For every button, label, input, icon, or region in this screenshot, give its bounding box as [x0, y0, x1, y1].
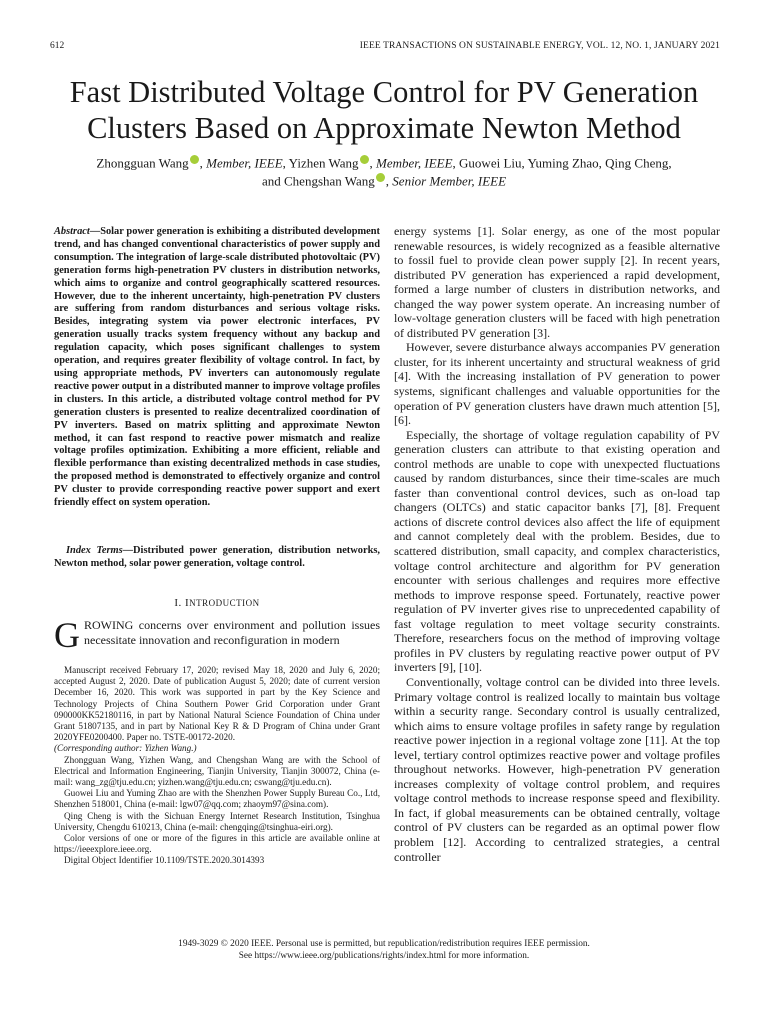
- footnote-affiliation: Qing Cheng is with the Sichuan Energy Internet Research Institution, Tsinghua University, Chengdu 610213, China (e-mail: chengqing@tsinghua-eiri.org).: [54, 810, 380, 832]
- orcid-icon[interactable]: [190, 155, 199, 164]
- footnote-affiliation: Zhongguan Wang, Yizhen Wang, and Chengshan Wang are with the School of Electrical and Information Engineering, Tianjin University, Tianjin 300072, China (e-mail: wang_zg@tju.edu.cn; yizhen.wang@tju.edu.cn; cswang@tju.edu.cn).: [54, 754, 380, 788]
- author-list: Zhongguan Wang , Member, IEEE, Yizhen Wang , Member, IEEE, Guowei Liu, Yuming Zhao, Qing Cheng, and Chengshan Wang , Senior Member, IEEE: [96, 155, 672, 189]
- copyright-notice: [40, 939, 728, 962]
- abstract: [54, 226, 380, 510]
- right-column-body: [394, 224, 720, 864]
- paper-title: [30, 74, 738, 146]
- author-role: Member, IEEE: [206, 155, 283, 171]
- abstract-label: Abstract: [54, 226, 90, 237]
- body-paragraph: However, severe disturbance always accompanies PV generation cluster, for its inherent uncertainty and structural weakness of grid [4]. With the increasing installation of PV generation to power systems, significant challenges and valuable opportunities for the operation of PV generation clusters have drawn much attention [5], [6].: [394, 340, 720, 428]
- page-number: 612: [50, 41, 65, 51]
- abstract-text: —Solar power generation is exhibiting a distributed development trend, and has changed conventional characteristics of power supply and consumption. The integration of large-scale distributed photovoltaic (PV) generation forms high-penetration PV clusters in distribution networks, which aims to organize and control geographically scattered resources. However, due to the inherent uncertainty, high-penetration PV clusters are suffering from random disturbances and serious voltage risks. Besides, integrating system via power electronic interfaces, PV generation usually tracks system frequency without any backup and regulation capacity, which poses significant challenges to system operation, and requires greater flexibility of voltage control. In fact, by using appropriate methods, PV inverters can autonomously regulate reactive power output in a distributed manner to improve voltage profiles in clusters. In this article, a distributed voltage control method for PV generation clusters is presented to realize decentralized coordination of PV inverters. Based on matrix splitting and approximate Newton method, it can fast respond to reactive power mismatch and realize voltage profiles optimization. Exhibiting a more efficient, reliable and flexible performance than existing decentralized methods in case studies, the proposed method is demonstrated to effectively organize and control PV cluster to provide corresponding reactive power support and exert friendly effect on system operation.: [54, 226, 380, 509]
- intro-text: concerns over environment and pollution issues necessitate innovation and reconfiguration in modern: [84, 618, 380, 647]
- footnote-color: Color versions of one or more of the figures in this article are available online at https://ieeexplore.ieee.org.: [54, 833, 380, 855]
- index-terms: [54, 545, 380, 571]
- section-title-cap: I: [185, 597, 190, 609]
- title-line-1: Fast Distributed Voltage Control for PV Generation: [69, 75, 699, 109]
- section-heading: [54, 597, 380, 609]
- author-role: Member, IEEE: [376, 155, 453, 171]
- orcid-icon[interactable]: [376, 173, 385, 182]
- copyright-line-2: See https://www.ieee.org/publications/rights/index.html for more information.: [238, 950, 530, 961]
- footnote-corresponding: (Corresponding author: Yizhen Wang.): [54, 743, 197, 754]
- footnote-affiliation: Guowei Liu and Yuming Zhao are with the Shenzhen Power Supply Bureau Co., Ltd, Shenzhen 518001, China (e-mail: lgw07@qq.com; zhaoym97@sina.com).: [54, 788, 380, 810]
- drop-cap: G: [54, 615, 80, 655]
- index-terms-text: —Distributed power generation, distribution networks, Newton method, solar power generation, voltage control.: [54, 545, 380, 569]
- body-paragraph: energy systems [1]. Solar energy, as one of the most popular renewable resources, is widely recognized as a feasible alternative to fossil fuel to provide clean power supply [2]. In recent years, distributed PV generation has experienced a rapid development, formed a large number of clusters in distribution networks, and changed the way power system operate. An increasing number of low-voltage generation clusters will be faced with high penetration of distributed PV generation [3].: [394, 224, 720, 340]
- author-name: Yizhen Wang: [288, 155, 359, 171]
- author-role: Senior Member, IEEE: [392, 173, 507, 189]
- section-number: I.: [174, 597, 182, 609]
- index-terms-label: Index Terms: [66, 545, 123, 556]
- title-line-2: Clusters Based on Approximate Newton Method: [87, 111, 681, 145]
- journal-header: IEEE TRANSACTIONS ON SUSTAINABLE ENERGY, VOL. 12, NO. 1, JANUARY 2021: [359, 41, 720, 51]
- footnotes: [54, 665, 380, 867]
- footnote-doi: Digital Object Identifier 10.1109/TSTE.2020.3014393: [64, 855, 265, 866]
- copyright-line-1: 1949-3029 © 2020 IEEE. Personal use is permitted, but republication/redistribution requires IEEE permission.: [178, 939, 590, 949]
- author-names: Guowei Liu, Yuming Zhao, Qing Cheng,: [459, 155, 672, 171]
- section-title-rest: NTRODUCTION: [189, 598, 260, 608]
- intro-first-word: ROWING: [84, 618, 134, 632]
- body-paragraph: Conventionally, voltage control can be divided into three levels. Primary voltage control is realized locally to maintain bus voltage within a security range. Secondary control is usually centralized, which aims to ensure voltage profiles in safety range by regulation reactive power injection in a regional voltage zone [11]. At the top level, tertiary control optimizes reactive power and voltage profiles throughout networks. However, high-penetration PV generation increases complexity of voltage control problem, and requires voltage control methods to increase response speed and flexibility. In fact, if global measurements can be obtained centrally, voltage control of PV clusters can be regarded as an optimal power flow problem [12]. According to centralized strategies, a central controller: [394, 674, 720, 864]
- orcid-icon[interactable]: [360, 155, 369, 164]
- footnote-manuscript: Manuscript received February 17, 2020; revised May 18, 2020 and July 6, 2020; accepted August 2, 2020. Date of publication August 5, 2020; date of current version December 16, 2020. This work was supported in part by the Key Science and Technology Projects of China Southern Power Grid Corporation under Grant 090000KK52180116, in part by National Natural Science Foundation of China under Grant 51807135, and in part by National Key R & D Program of China under Grant 2020YFE0200400. Paper no. TSTE-00172-2020.: [54, 665, 380, 743]
- body-paragraph: Especially, the shortage of voltage regulation capability of PV generation clusters can attribute to that existing operation and control methods are unable to cope with unexpected fluctuations caused by random disturbances, since their time-scales are much faster than conventional control devices, such as on-load tap changers (OLTCs) and static capacitor banks [7], [8]. Frequent actions of discrete control devices also affect the life of equipment and cannot completely deal with the problem. Besides, due to scattered distribution, small capacity, and complex characteristics, voltage control architecture and algorithm for PV generation encounter with serious challenges and requires more effective methods to improve response speed. Fortunately, reactive power regulation of PV inverter gives rise to unprecedented capability of fast voltage regulation to meet voltage security constraints. Therefore, researchers focus on the method of improving voltage profiles in PV clusters by regulating reactive power output of PV inverters [9], [10].: [394, 427, 720, 675]
- intro-paragraph: [54, 615, 380, 655]
- author-name: and Chengshan Wang: [261, 173, 375, 189]
- author-name: Zhongguan Wang: [96, 155, 189, 171]
